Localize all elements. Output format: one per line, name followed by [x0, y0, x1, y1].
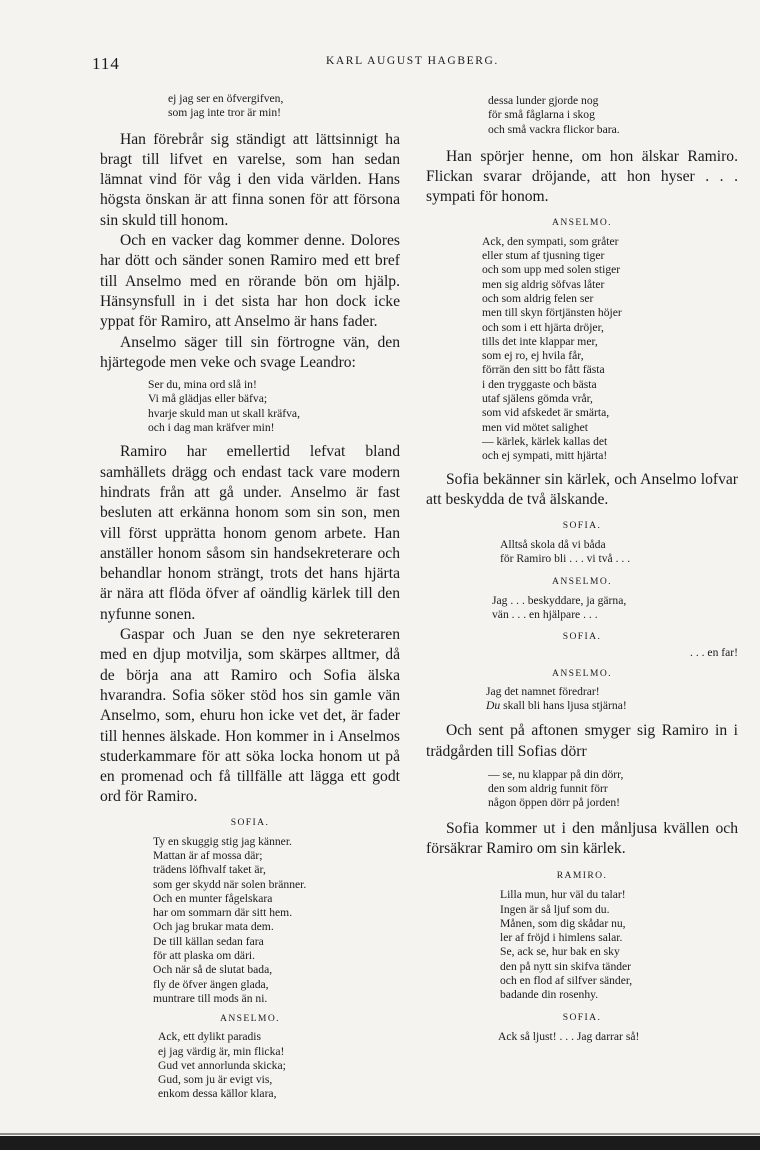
- speaker-label: RAMIRO.: [556, 870, 608, 882]
- verse-block: dessa lunder gjorde nog för små fåglarna i skog och små vackra flickor bara.: [488, 94, 620, 136]
- verse-block: Alltså skola då vi båda för Ramiro bli . . . vi två . . .: [500, 538, 631, 566]
- paragraph: Sofia bekänner sin kärlek, och Anselmo lofvar att beskydda de två älskande.: [426, 470, 738, 508]
- verse-block: . . . en far!: [690, 646, 738, 660]
- paragraph: Och en vacker dag kommer denne. Dolores har dött och sänder sonen Ramiro med ett bref till Anselmo med en rörande bön om hjälp. Hänsynsfull in i det sista har hon dock icke yppat för Ramiro, att Anselmo är hans fader.: [100, 232, 400, 331]
- verse-block: Ack, den sympati, som gråter eller stum af tjusning tiger och som upp med solen stiger men sig aldrig söfvas låter och som aldrig felen ser men till skyn förtjänsten höjer och som i ett hjärta dröjer, tills det inte klappar mer, som ej ro, ej hvila får, förrän den sitt bo fått fästa i den tryggaste och bästa utaf själens gömda vrår, som vid afskedet är smärta, men vid mötet salighet — kärlek, kärlek kallas det och ej sympati, mitt hjärta!: [482, 234, 622, 463]
- right-column: [426, 92, 738, 1044]
- verse-block: Jag . . . beskyddare, ja gärna, vän . . . en hjälpare . . .: [492, 593, 627, 622]
- speaker-label: SOFIA.: [230, 816, 270, 828]
- paragraph: Och sent på aftonen smyger sig Ramiro in i trädgården till Sofias dörr: [426, 722, 738, 760]
- page-edge-highlight: [0, 1133, 760, 1135]
- running-title: KARL AUGUST HAGBERG.: [326, 55, 499, 67]
- verse-line: Jag det namnet föredrar!: [486, 684, 600, 698]
- page-bottom-edge: [0, 1136, 760, 1150]
- verse-block: [486, 685, 738, 714]
- paragraph: Anselmo säger till sin förtrogne vän, den hjärtegode men veke och svage Leandro:: [100, 333, 400, 371]
- speaker-label: ANSELMO.: [552, 216, 612, 228]
- page-header: [92, 54, 720, 74]
- paragraph: Han förebrår sig ständigt att lättsinnigt ha bragt till lifvet en varelse, som han sedan lämnat vind för våg i den vida världen. Hans högsta önskan är att finna sonen för att försona sin skuld till honom.: [100, 130, 400, 229]
- speaker-label: ANSELMO.: [220, 1013, 280, 1025]
- speaker-label: SOFIA.: [562, 520, 602, 532]
- paragraph: Han spörjer henne, om hon älskar Ramiro. Flickan svarar dröjande, att hon hyser . . . sympati för honom.: [426, 147, 738, 206]
- speaker-label: SOFIA.: [562, 631, 602, 643]
- verse-block: Ack, ett dylikt paradis ej jag värdig är, min flicka! Gud vet annorlunda skicka; Gud, som ju är evigt vis, enkom dessa källor klara,: [158, 1030, 286, 1101]
- speaker-label: SOFIA.: [562, 1011, 602, 1023]
- paragraph: Sofia kommer ut i den månljusa kvällen och försäkrar Ramiro om sin kärlek.: [426, 819, 738, 857]
- verse-block: Ty en skuggig stig jag känner. Mattan är af mossa där; trädens löfhvalf taket är, som ger skydd när solen bränner. Och en munter fågelskara har om sommarn där sitt hem. Och jag brukar mata dem. De till källan sedan fara för att plaska om däri. Och när så de slutat bada, fly de öfver ängen glada, muntrare till mods än ni.: [153, 834, 307, 1005]
- verse-line: skall bli hans ljusa stjärna!: [500, 698, 627, 712]
- paragraph: Ramiro har emellertid lefvat bland samhällets drägg och endast tack vare modern hindrats från att gå under. Anselmo är fast besluten att erkänna honom som sin son, men vill först upprätta honom genom arbete. Han anställer honom såsom sin handsekreterare och behandlar honom strängt, trots det hans hjärta är nära att flöda öfver af oändlig kärlek till den nyfunne sonen.: [100, 443, 400, 623]
- emphasis-word: Du: [486, 698, 501, 712]
- paragraph: Gaspar och Juan se den nye sekreteraren med en djup motvilja, som skärpes alltmer, då de börja ana att Ramiro och Sofia älska hvarandra. Sofia söker stöd hos sin gamle vän Anselmo, som, ehuru hon icke vet det, är fader till hennes älskade. Hon kommer in i Anselmos studerkammare för att söka locka honom ut på en promenad och få tillfälle att lägga ett godt ord för Ramiro.: [100, 626, 400, 806]
- page-number: 114: [92, 54, 120, 73]
- speaker-label: ANSELMO.: [552, 667, 612, 679]
- verse-block: — se, nu klappar på din dörr, den som aldrig funnit förr någon öppen dörr på jorden!: [488, 767, 624, 810]
- verse-block: ej jag ser en öfvergifven, som jag inte tror är min!: [168, 92, 284, 120]
- verse-block: Ser du, mina ord slå in! Vi må glädjas eller bäfva; hvarje skuld man ut skall kräfva, och i dag man kräfver min!: [148, 378, 300, 435]
- verse-block: Ack så ljust! . . . Jag darrar så!: [498, 1029, 640, 1043]
- verse-block: Lilla mun, hur väl du talar! Ingen är så ljuf som du. Månen, som dig skådar nu, ler af fröjd i himlens salar. Se, ack se, hur bak en sky den på nytt sin skifva tänder och en flod af silfver sänder, badande din rosenhy.: [500, 888, 633, 1002]
- left-column: [100, 92, 400, 1102]
- speaker-label: ANSELMO.: [552, 575, 612, 587]
